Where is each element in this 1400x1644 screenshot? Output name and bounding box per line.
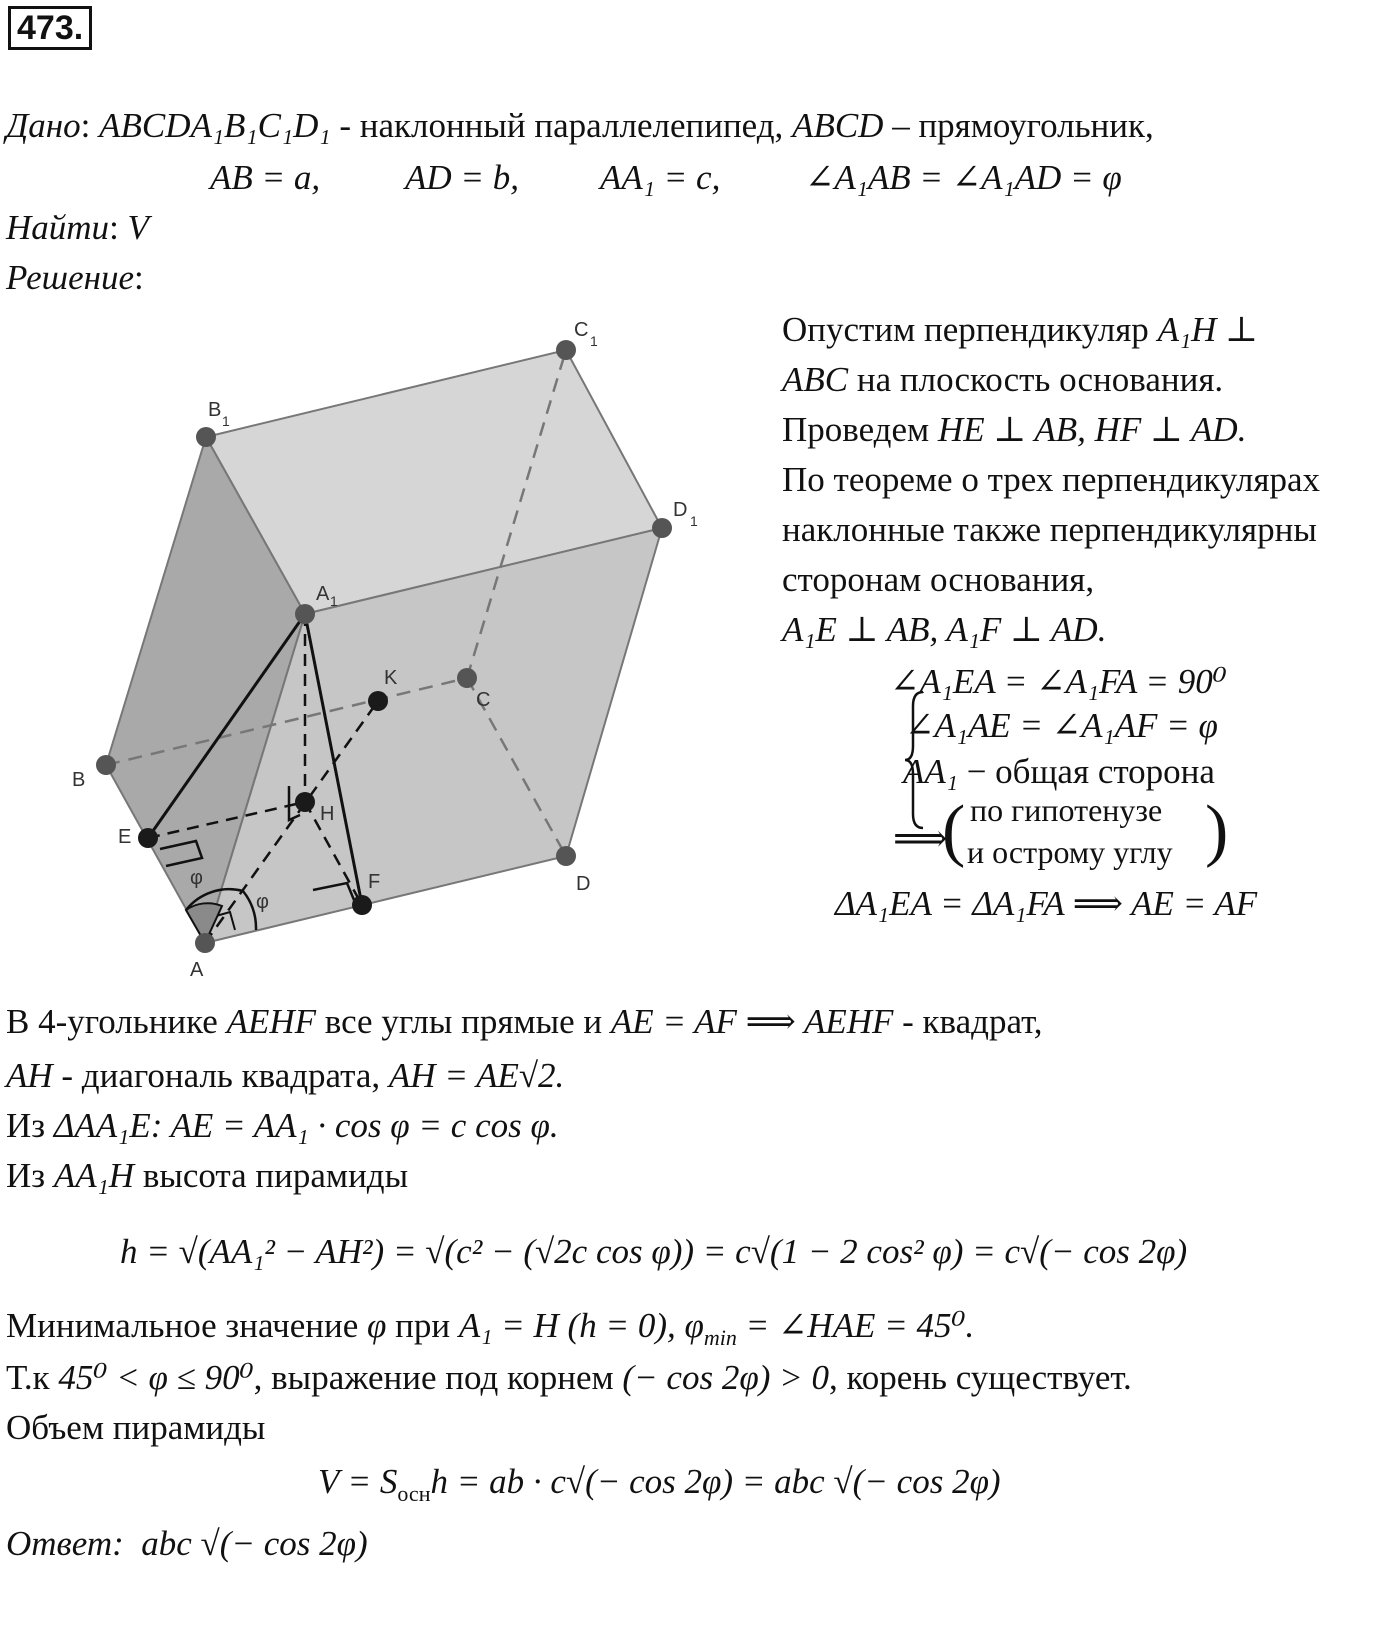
p6-c: , выражение под корнем <box>253 1358 623 1397</box>
point-h <box>295 792 315 812</box>
side-text-2: на плоскость основания. <box>848 360 1224 399</box>
solution-label: Решение <box>6 258 135 297</box>
label-a1-sub: 1 <box>330 593 338 609</box>
solution-heading: Решение: <box>6 258 144 297</box>
p2-b: - диагональ квадрата, <box>52 1056 389 1095</box>
side-math-1: A₁H ⊥ <box>1157 310 1259 349</box>
p5-e: = ∠HAE = 45⁰. <box>736 1306 975 1345</box>
vertex-d1 <box>652 518 672 538</box>
system-row-3-math: AA₁ <box>903 752 958 791</box>
side-line-7: A₁E ⊥ AB, A₁F ⊥ AD. <box>782 610 1107 649</box>
side-line-1 <box>782 312 1258 347</box>
body-line-2 <box>6 1058 564 1093</box>
p5-a: Минимальное значение <box>6 1306 368 1345</box>
p6-a: Т.к <box>6 1358 59 1397</box>
given-text-1: - наклонный параллелепипед, <box>330 106 793 145</box>
side-line-2 <box>782 362 1223 397</box>
body-line-5 <box>6 1308 974 1349</box>
formula-v-sub: осн <box>397 1481 431 1506</box>
point-e <box>138 828 158 848</box>
paren-line-1: по гипотенузе <box>970 792 1163 828</box>
implies-arrow: ⟹ <box>893 818 948 860</box>
label-k: K <box>384 667 398 689</box>
p3-b: ΔAA₁E: AE = AA₁ · cos φ = c cos φ. <box>53 1106 559 1145</box>
formula-v-1: V = S <box>318 1462 398 1501</box>
given-text-2: – прямоугольник, <box>883 106 1154 145</box>
p5-d: A₁ = H (h = 0), φ <box>458 1306 704 1345</box>
formula-h: h = √(AA₁² − AH²) = √(c² − (√2c cos φ)) = c√(1 − 2 cos² φ) = c√(− cos 2φ) <box>120 1232 1188 1271</box>
p5-c: при <box>386 1306 459 1345</box>
vertex-a1 <box>295 604 315 624</box>
answer-line <box>6 1526 368 1561</box>
p4-a: Из <box>6 1156 54 1195</box>
side-math-2: ABC <box>782 360 849 399</box>
paren-open: ( <box>942 792 966 869</box>
label-c1-sub: 1 <box>590 333 598 349</box>
body-line-3 <box>6 1108 559 1143</box>
p4-b: AA₁H <box>53 1156 135 1195</box>
side-line-4: По теореме о трех перпендикулярах <box>782 460 1320 499</box>
system-row-3-text: − общая сторона <box>957 752 1215 791</box>
parallelepiped-figure <box>60 310 760 990</box>
label-c: C <box>476 689 491 711</box>
vertex-b <box>96 755 116 775</box>
p1-e: - квадрат, <box>893 1002 1043 1041</box>
given-ad: AD = b, <box>405 158 520 197</box>
body-line-1 <box>6 1004 1042 1039</box>
given-label: Дано <box>6 106 81 145</box>
problem-number: 473. <box>8 6 92 50</box>
p2-a: AH <box>6 1056 53 1095</box>
label-d1-sub: 1 <box>690 513 698 529</box>
body-line-4 <box>6 1158 408 1193</box>
side-text-1: Опустим перпендикуляр <box>782 310 1158 349</box>
label-phi-1: φ <box>190 867 203 889</box>
label-d: D <box>576 873 591 895</box>
label-c1: C <box>574 319 589 341</box>
given-ab: AB = a, <box>210 158 321 197</box>
side-math-3: HE ⊥ AB, HF ⊥ AD. <box>937 410 1247 449</box>
label-a: A <box>190 959 204 981</box>
p1-c: все углы прямые и <box>316 1002 611 1041</box>
label-b1-sub: 1 <box>222 413 230 429</box>
system-conclusion: ΔA₁EA = ΔA₁FA ⟹ AE = AF <box>835 884 1258 923</box>
p1-d: AE = AF ⟹ AEHF <box>610 1002 894 1041</box>
label-b1: B <box>208 399 222 421</box>
point-f <box>352 895 372 915</box>
label-d1: D <box>673 499 688 521</box>
side-line-3 <box>782 412 1246 447</box>
p6-b: 45⁰ < φ ≤ 90⁰ <box>58 1358 254 1397</box>
find-value: V <box>127 208 149 247</box>
point-k <box>368 691 388 711</box>
p3-a: Из <box>6 1106 54 1145</box>
system-row-1: ∠A₁EA = ∠A₁FA = 90⁰ <box>890 662 1227 701</box>
label-a1: A <box>316 583 330 605</box>
body-line-7: Объем пирамиды <box>6 1408 266 1447</box>
given-figure-name: ABCDA₁B₁C₁D₁ <box>99 106 331 145</box>
p6-d: (− cos 2φ) > 0 <box>622 1358 829 1397</box>
side-line-6: сторонам основания, <box>782 560 1095 599</box>
vertex-c1 <box>556 340 576 360</box>
answer-value: abc √(− cos 2φ) <box>141 1524 368 1563</box>
formula-v <box>318 1464 1001 1505</box>
paren-close: ) <box>1205 792 1229 869</box>
find-line: Найти: V <box>6 208 149 247</box>
given-angles: ∠A₁AB = ∠A₁AD = φ <box>805 158 1122 197</box>
vertex-c <box>457 668 477 688</box>
paren-line-2: и острому углу <box>967 834 1173 870</box>
body-line-6 <box>6 1360 1132 1395</box>
p1-a: В 4-угольнике <box>6 1002 227 1041</box>
p5-sub: min <box>703 1325 737 1350</box>
label-h: H <box>320 803 335 825</box>
label-f: F <box>368 871 381 893</box>
p1-b: AEHF <box>226 1002 317 1041</box>
find-label: Найти <box>6 208 110 247</box>
given-line-1: Дано: ABCDA₁B₁C₁D₁ - наклонный параллелепипед, ABCD – прямоугольник, <box>6 106 1154 145</box>
system-row-2: ∠A₁AE = ∠A₁AF = φ <box>905 706 1218 745</box>
given-base-name: ABCD <box>792 106 884 145</box>
label-e: E <box>118 826 132 848</box>
side-line-5: наклонные также перпендикулярны <box>782 510 1317 549</box>
label-phi-2: φ <box>256 891 269 913</box>
vertex-d <box>556 846 576 866</box>
label-b: B <box>72 769 86 791</box>
system-row-3 <box>903 754 1215 789</box>
p6-e: , корень существует. <box>828 1358 1132 1397</box>
formula-v-2: h = ab · c√(− cos 2φ) = abc √(− cos 2φ) <box>430 1462 1001 1501</box>
p4-c: высота пирамиды <box>134 1156 409 1195</box>
vertex-b1 <box>196 427 216 447</box>
given-aa1: AA₁ = c, <box>600 158 721 197</box>
p2-c: AH = AE√2. <box>388 1056 565 1095</box>
answer-label: Ответ: <box>6 1524 124 1563</box>
p5-b: φ <box>367 1306 387 1345</box>
vertex-a <box>195 933 215 953</box>
side-text-3: Проведем <box>782 410 938 449</box>
